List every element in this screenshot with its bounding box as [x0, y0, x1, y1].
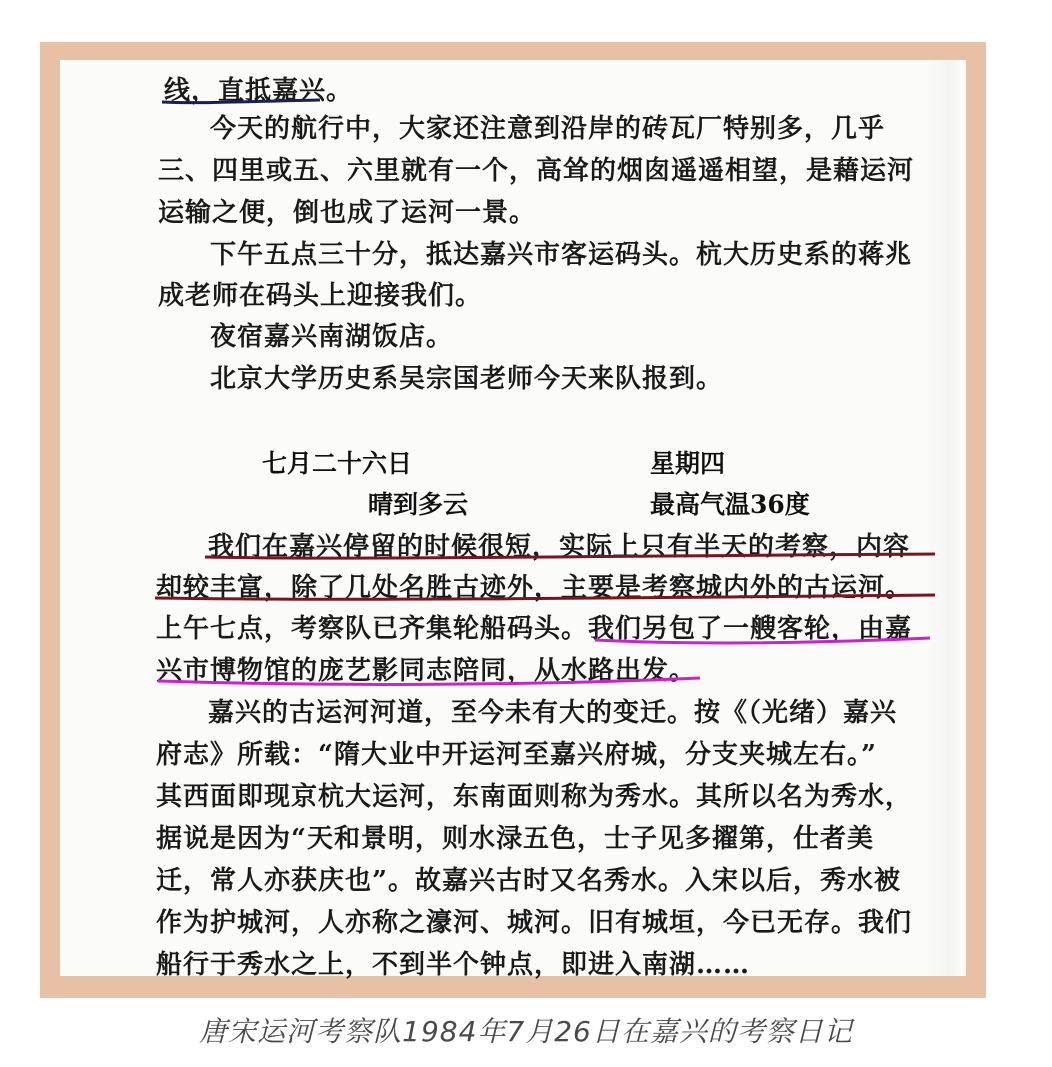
underline-magenta-2 — [158, 678, 700, 684]
underline-magenta-1 — [595, 638, 930, 643]
diary-weather: 晴到多云 — [368, 490, 469, 519]
text-line: 府志》所载：“隋大业中开运河至嘉兴府城，分支夹城左右。” — [156, 740, 877, 770]
text-line: 却较丰富，除了几处名胜古迹外，主要是考察城内外的古运河。 — [156, 573, 913, 603]
text-line: 我们在嘉兴停留的时候很短，实际上只有半天的考察，内容 — [208, 532, 911, 562]
text-line: 下午五点三十分，抵达嘉兴市客运码头。杭大历史系的蒋兆 — [210, 240, 913, 270]
underline-navy — [162, 100, 320, 103]
underline-dark-red-2 — [155, 595, 935, 599]
text-line: 成老师在码头上迎接我们。 — [158, 281, 483, 311]
caption: 唐宋运河考察队1984年7月26日在嘉兴的考察日记 — [199, 1015, 853, 1048]
diary-temperature: 最高气温36度 — [650, 490, 810, 519]
diary-date: 七月二十六日 — [262, 449, 413, 478]
text-line: 运输之便，倒也成了运河一景。 — [158, 198, 537, 228]
text-line: 兴市博物馆的庞艺影同志陪同，从水路出发。 — [156, 656, 697, 686]
text-line: 线，直抵嘉兴。 — [164, 76, 354, 106]
diary-weekday: 星期四 — [650, 449, 726, 478]
text-line: 嘉兴的古运河河道，至今未有大的变迁。按《（光绪）嘉兴 — [208, 698, 898, 728]
text-line: 上午七点，考察队已齐集轮船码头。我们另包了一艘客轮，由嘉 — [156, 614, 913, 644]
text-line: 今天的航行中，大家还注意到沿岸的砖瓦厂特别多，几乎 — [210, 114, 886, 144]
text-line: 迁，常人亦获庆也”。故嘉兴古时又名秀水。入宋以后，秀水被 — [156, 866, 901, 896]
text-line: 三、四里或五、六里就有一个，高耸的烟囱遥遥相望，是藉运河 — [158, 156, 915, 186]
text-line: 作为护城河，人亦称之濠河、城河。旧有城垣，今已无存。我们 — [156, 908, 913, 938]
underline-dark-red-1 — [205, 554, 935, 558]
text-line: 据说是因为“天和景明，则水渌五色，士子见多擢第，仕者美 — [156, 824, 874, 854]
text-line: 其西面即现京杭大运河，东南面则称为秀水。其所以名为秀水， — [156, 782, 913, 812]
text-line: 船行于秀水之上，不到半个钟点，即进入南湖…… — [156, 950, 751, 980]
text-line: 夜宿嘉兴南湖饭店。 — [210, 322, 454, 352]
text-line: 北京大学历史系吴宗国老师今天来队报到。 — [210, 364, 724, 394]
